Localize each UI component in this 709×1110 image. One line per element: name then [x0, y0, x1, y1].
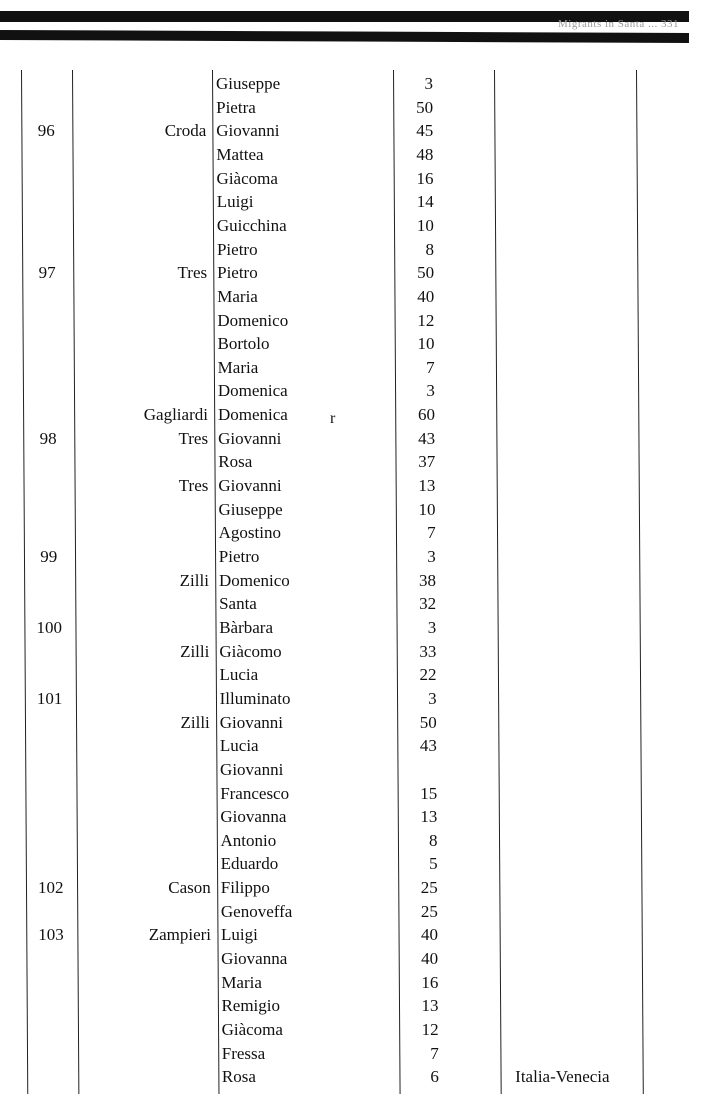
age: 50	[417, 263, 435, 283]
given-name: Fressa	[221, 1043, 266, 1063]
surname: Gagliardi	[143, 405, 208, 425]
row-number: 98	[39, 428, 57, 448]
rule-dest	[494, 70, 502, 1094]
age: 25	[420, 901, 438, 921]
age: 50	[416, 97, 434, 117]
row-number: 100	[36, 617, 62, 637]
surname: Tres	[178, 476, 209, 496]
age: 16	[421, 972, 439, 992]
given-name: Giovanni	[219, 712, 284, 732]
given-name: Maria	[221, 972, 262, 992]
age: 10	[417, 334, 435, 354]
age: 7	[430, 1043, 439, 1063]
row-number: 101	[36, 688, 63, 708]
rule-right	[636, 70, 644, 1094]
age: 13	[418, 476, 436, 496]
given-name: Domenico	[217, 310, 289, 330]
age: 43	[418, 428, 436, 448]
age: 12	[417, 310, 435, 330]
given-name: Giàcomo	[219, 641, 282, 661]
given-name: Pietro	[217, 263, 258, 283]
age: 25	[420, 878, 438, 898]
given-name: Giovanni	[218, 476, 282, 496]
handwritten-mark: r	[330, 410, 336, 427]
given-name: Domenica	[217, 405, 288, 425]
surname: Tres	[178, 428, 209, 448]
given-name: Guicchina	[216, 215, 287, 235]
age: 8	[428, 830, 438, 850]
age: 10	[418, 499, 436, 519]
age: 32	[419, 594, 437, 614]
age: 16	[416, 168, 434, 188]
age: 8	[425, 239, 434, 259]
age: 13	[420, 807, 438, 827]
given-name: Giuseppe	[216, 74, 281, 93]
surname: Zilli	[180, 712, 210, 732]
given-name: Giovanni	[218, 428, 282, 448]
given-name: Luigi	[221, 925, 258, 945]
age: 60	[417, 405, 435, 425]
given-name: Giovanna	[221, 949, 288, 969]
age: 38	[418, 570, 436, 590]
given-name: Eduardo	[220, 854, 279, 874]
given-name: Giuseppe	[218, 499, 283, 519]
given-name: Genoveffa	[220, 901, 293, 921]
header-rule-bottom	[0, 30, 689, 43]
surname: Zilli	[180, 641, 210, 661]
given-name: Giàcoma	[221, 1020, 283, 1039]
age: 22	[419, 665, 437, 685]
surname: Tres	[177, 263, 208, 283]
age: 10	[416, 215, 434, 235]
given-name: Giàcoma	[216, 168, 278, 188]
age: 3	[424, 74, 433, 93]
given-name: Mattea	[216, 144, 264, 164]
age: 3	[427, 547, 436, 566]
given-name: Illuminato	[219, 688, 291, 708]
age: 43	[419, 736, 437, 756]
age: 48	[416, 144, 434, 164]
row-number: 99	[40, 547, 58, 566]
row-number: 97	[38, 263, 56, 283]
age: 3	[426, 381, 435, 401]
age: 14	[416, 192, 434, 212]
given-name: Rosa	[218, 452, 253, 472]
age: 5	[429, 854, 438, 874]
surname: Croda	[164, 121, 207, 141]
given-name: Agostino	[218, 523, 281, 543]
given-name: Lucia	[219, 736, 259, 756]
given-name: Filippo	[220, 878, 270, 898]
given-name: Santa	[219, 594, 257, 614]
age: 33	[419, 641, 437, 661]
given-name: Maria	[217, 286, 258, 306]
age: 15	[420, 783, 438, 803]
given-name: Domenica	[217, 381, 288, 401]
given-name: Luigi	[216, 192, 254, 212]
given-name: Remigio	[221, 996, 281, 1016]
age: 40	[421, 949, 439, 969]
given-name: Pietro	[218, 547, 260, 566]
age: 13	[421, 996, 439, 1016]
given-name: Domenico	[218, 570, 290, 590]
given-name: Giovanni	[216, 121, 280, 141]
age: 50	[419, 712, 437, 732]
given-name: Francesco	[220, 783, 290, 803]
row-number: 103	[38, 925, 64, 945]
surname: Zampieri	[148, 925, 212, 945]
running-header: Migrants in Santa ... 331	[558, 18, 679, 30]
row-number: 96	[37, 121, 55, 141]
age: 40	[421, 925, 439, 945]
given-name: Pietra	[216, 97, 256, 117]
destination: Italia-Venecia	[515, 1067, 610, 1087]
given-name: Bàrbara	[219, 617, 274, 637]
given-name: Lucia	[219, 665, 259, 685]
given-name: Bortolo	[217, 334, 270, 354]
given-name: Giovanna	[220, 807, 287, 827]
given-name: Antonio	[220, 830, 277, 850]
given-name: Pietro	[216, 239, 258, 259]
age: 40	[417, 286, 435, 306]
age: 3	[428, 688, 437, 708]
age: 7	[426, 357, 435, 377]
age: 45	[416, 121, 434, 141]
given-name: Giovanni	[220, 759, 284, 779]
age: 6	[430, 1067, 439, 1087]
row-number: 102	[38, 878, 64, 898]
surname: Cason	[168, 878, 211, 898]
age: 12	[421, 1020, 439, 1039]
age: 3	[427, 617, 437, 637]
surname: Zilli	[179, 570, 209, 590]
age: 37	[418, 452, 436, 472]
age: 7	[427, 523, 436, 543]
given-name: Rosa	[221, 1067, 256, 1087]
given-name: Maria	[217, 357, 259, 377]
